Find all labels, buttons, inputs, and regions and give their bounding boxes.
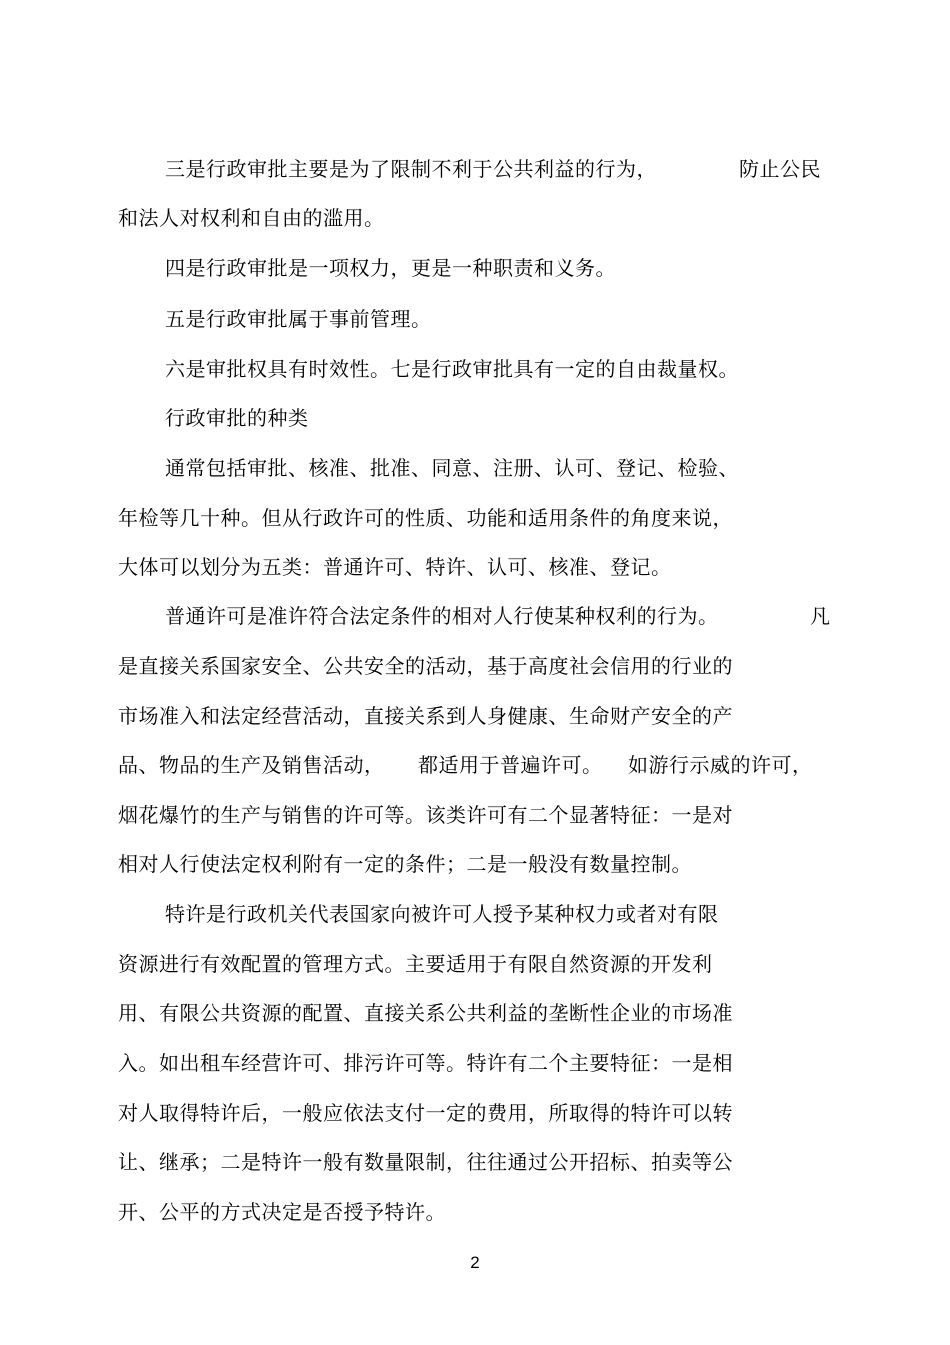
paragraph-line: 让、继承；二是特许一般有数量限制，往往通过公开招标、拍卖等公 (118, 1150, 733, 1174)
paragraph-line: 六是审批权具有时效性。七是行政审批具有一定的自由裁量权。 (165, 357, 739, 381)
paragraph-line: 和法人对权利和自由的滥用。 (118, 206, 385, 230)
paragraph-line: 都适用于普遍许可。 (418, 753, 603, 777)
paragraph-line: 五是行政审批属于事前管理。 (165, 307, 432, 331)
paragraph-line: 品、物品的生产及销售活动， (118, 753, 385, 777)
paragraph-line: 开、公平的方式决定是否授予特许。 (118, 1200, 446, 1224)
paragraph-line: 凡 (810, 604, 831, 628)
paragraph-line: 年检等几十种。但从行政许可的性质、功能和适用条件的角度来说， (118, 506, 733, 530)
paragraph-line: 特许是行政机关代表国家向被许可人授予某种权力或者对有限 (165, 902, 719, 926)
page-number: 2 (470, 1253, 480, 1272)
paragraph-line: 入。如出租车经营许可、排污许可等。特许有二个主要特征：一是相 (118, 1051, 733, 1075)
paragraph-line: 如游行示威的许可， (628, 753, 813, 777)
paragraph-line: 市场准入和法定经营活动，直接关系到人身健康、生命财产安全的产 (118, 704, 733, 728)
paragraph-line: 三是行政审批主要是为了限制不利于公共利益的行为， (165, 157, 657, 181)
paragraph-line: 是直接关系国家安全、公共安全的活动，基于高度社会信用的行业的 (118, 654, 733, 678)
paragraph-line: 大体可以划分为五类：普通许可、特许、认可、核准、登记。 (118, 555, 672, 579)
section-heading: 行政审批的种类 (165, 406, 309, 430)
paragraph-line: 四是行政审批是一项权力，更是一种职责和义务。 (165, 256, 616, 280)
paragraph-line: 普通许可是准许符合法定条件的相对人行使某种权利的行为。 (165, 604, 719, 628)
paragraph-line: 烟花爆竹的生产与销售的许可等。该类许可有二个显著特征：一是对 (118, 803, 733, 827)
paragraph-line: 对人取得特许后，一般应依法支付一定的费用，所取得的特许可以转 (118, 1101, 733, 1125)
paragraph-line: 通常包括审批、核准、批准、同意、注册、认可、登记、检验、 (165, 456, 739, 480)
paragraph-line: 资源进行有效配置的管理方式。主要适用于有限自然资源的开发利 (118, 952, 713, 976)
paragraph-line: 防止公民 (739, 157, 821, 181)
paragraph-line: 用、有限公共资源的配置、直接关系公共利益的垄断性企业的市场准 (118, 1001, 733, 1025)
paragraph-line: 相对人行使法定权利附有一定的条件；二是一般没有数量控制。 (118, 852, 692, 876)
